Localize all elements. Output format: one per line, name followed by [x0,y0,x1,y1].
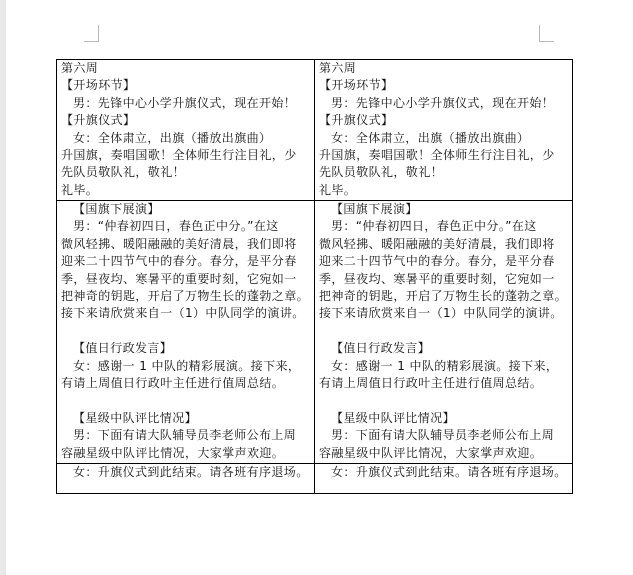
flag-line-1: 升国旗，奏唱国歌！全体师生行注目礼，少 [61,148,297,163]
section-header-star: 【星级中队评比情况】 [73,410,198,425]
flag-line-2: 先队员敬队礼，敬礼！ [61,165,186,180]
duty-line-2: 有请上周值日行政叶主任进行值周总结。 [319,376,543,391]
flag-line-1: 升国旗，奏唱国歌！全体师生行注目礼，少 [319,148,555,163]
show-line-3: 迎来二十四节气中的春分。春分，是平分春 [319,254,555,269]
spacer [319,323,572,340]
section-header-opening: 【开场环节】 [319,78,394,93]
star-line-2: 容融星级中队评比情况，大家掌声欢迎。 [319,445,543,460]
flag-line-3: 礼毕。 [319,182,357,197]
cell-opening-right[interactable] [315,60,573,201]
section-header-show: 【国旗下展演】 [331,202,418,216]
show-line-4: 季，昼夜均、寒暑平的重要时刻，它宛如一 [319,271,555,286]
duty-line-1: 女：感谢一 1 中队的精彩展演。接下来， [73,358,301,373]
section-header-star: 【星级中队评比情况】 [331,410,456,425]
section-header-flag: 【升旗仪式】 [319,113,394,128]
show-line-1: 男：“仲春初四日，春色正中分。”在这 [331,219,537,234]
star-line-1: 男：下面有请大队辅导员李老师公布上周 [331,428,555,443]
week-label: 第六周 [319,61,357,75]
script-table [56,59,573,494]
section-header-show: 【国旗下展演】 [73,202,160,216]
flag-female-line: 女：全体肃立，出旗（播放出旗曲） [331,130,530,145]
cell-program-right[interactable] [315,201,573,464]
opening-male-line: 男：先锋中心小学升旗仪式，现在开始！ [331,95,555,110]
show-line-6: 接下来请欣赏来自一（1）中队同学的演讲。 [319,306,563,321]
duty-line-2: 有请上周值日行政叶主任进行值周总结。 [61,376,285,391]
cell-program-left[interactable] [57,201,315,464]
show-line-1: 男：“仲春初四日，春色正中分。”在这 [73,219,279,234]
flag-line-2: 先队员敬队礼，敬礼！ [319,165,444,180]
table-row-program [57,201,573,464]
cell-closing-left[interactable] [57,464,315,494]
duty-line-1: 女：感谢一 1 中队的精彩展演。接下来， [331,358,559,373]
crop-mark-top-right [539,25,554,42]
flag-female-line: 女：全体肃立，出旗（播放出旗曲） [73,130,272,145]
opening-male-line: 男：先锋中心小学升旗仪式，现在开始！ [73,95,297,110]
week-label: 第六周 [61,61,99,75]
star-line-2: 容融星级中队评比情况，大家掌声欢迎。 [61,445,285,460]
show-line-2: 微风轻拂、暖阳融融的美好清晨，我们即将 [61,236,297,251]
show-line-5: 把神奇的钥匙，开启了万物生长的蓬勃之章。 [61,289,310,304]
flag-line-3: 礼毕。 [61,182,99,197]
closing-line: 女：升旗仪式到此结束。请各班有序退场。 [73,465,309,479]
star-line-1: 男：下面有请大队辅导员李老师公布上周 [73,428,297,443]
cell-closing-right[interactable] [315,464,573,494]
spacer [319,392,572,409]
table-row-opening [57,60,573,201]
table-row-closing [57,464,573,494]
crop-mark-top-left [84,25,99,42]
cell-opening-left[interactable] [57,60,315,201]
spacer [61,392,314,409]
spacer [61,323,314,340]
show-line-6: 接下来请欣赏来自一（1）中队同学的演讲。 [61,306,305,321]
show-line-4: 季，昼夜均、寒暑平的重要时刻，它宛如一 [61,271,297,286]
section-header-flag: 【升旗仪式】 [61,113,136,128]
show-line-2: 微风轻拂、暖阳融融的美好清晨，我们即将 [319,236,555,251]
section-header-opening: 【开场环节】 [61,78,136,93]
show-line-5: 把神奇的钥匙，开启了万物生长的蓬勃之章。 [319,289,568,304]
section-header-duty: 【值日行政发言】 [73,341,173,356]
page-left-margin [0,0,6,575]
closing-line: 女：升旗仪式到此结束。请各班有序退场。 [331,465,567,479]
show-line-3: 迎来二十四节气中的春分。春分，是平分春 [61,254,297,269]
section-header-duty: 【值日行政发言】 [331,341,431,356]
